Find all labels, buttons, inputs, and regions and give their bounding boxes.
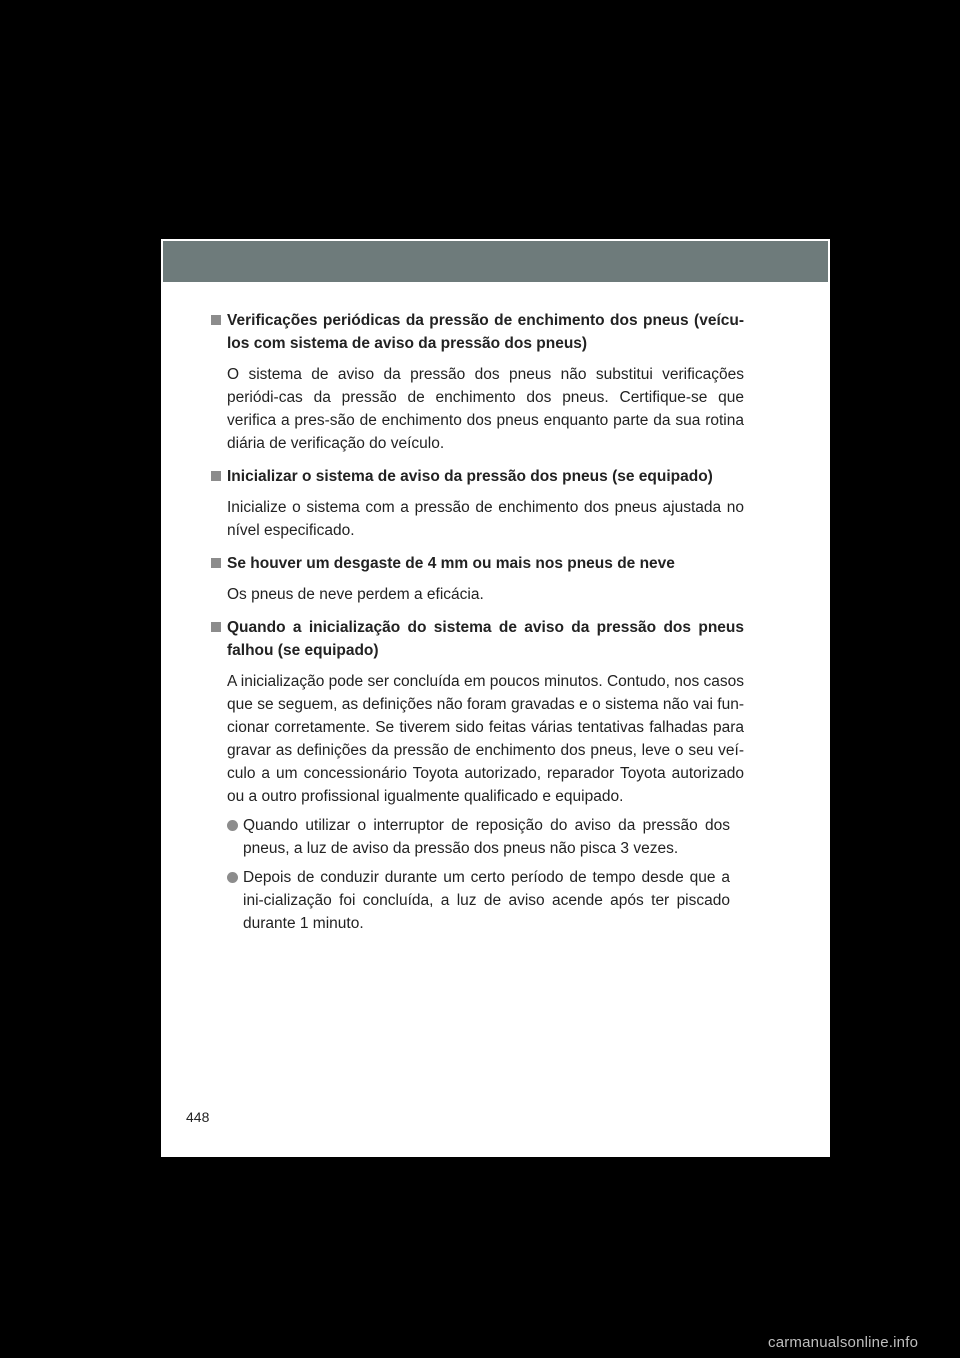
square-bullet-icon [211,622,221,632]
section-periodic-checks [211,309,744,455]
section-heading [211,552,744,575]
page-content [211,309,744,945]
section-paragraph: Inicialize o sistema com a pressão de enchimento dos pneus ajustada no nível especificado. [227,499,744,539]
heading-text: Inicializar o sistema de aviso da pressão dos pneus (se equipado) [227,468,713,485]
header-band [163,241,828,282]
square-bullet-icon [211,558,221,568]
section-heading [211,465,744,488]
round-bullet-icon [227,820,238,831]
heading-text: Quando a inicialização do sistema de aviso da pressão dos pneus falhou (se equipado) [227,619,744,659]
heading-text: Verificações periódicas da pressão de enchimento dos pneus (veícu-los com sistema de aviso da pressão dos pneus) [227,312,744,352]
section-snow-tires [211,552,744,606]
list-item [227,814,744,860]
list-item-text: Depois de conduzir durante um certo período de tempo desde que a ini-cialização foi concluída, a luz de aviso acende após ter piscado durante 1 minuto. [243,869,730,932]
section-paragraph: O sistema de aviso da pressão dos pneus não substitui verificações periódi-cas da pressão de enchimento dos pneus. Certifique-se que verifica a pres-são de enchimento dos pneus enquanto parte da sua rotina diária de verificação do veículo. [227,366,744,452]
section-init-failed [211,616,744,935]
section-heading [211,309,744,355]
manual-page [161,239,830,1157]
page-number: 448 [186,1109,210,1125]
section-paragraph: Os pneus de neve perdem a eficácia. [227,586,484,603]
square-bullet-icon [211,471,221,481]
list-item-text: Quando utilizar o interruptor de reposição do aviso da pressão dos pneus, a luz de aviso da pressão dos pneus não pisca 3 vezes. [243,817,730,857]
square-bullet-icon [211,315,221,325]
heading-text: Se houver um desgaste de 4 mm ou mais nos pneus de neve [227,555,675,572]
list-item [227,866,744,935]
watermark-text[interactable]: carmanualsonline.info [768,1334,919,1351]
section-heading [211,616,744,662]
section-paragraph: A inicialização pode ser concluída em poucos minutos. Contudo, nos casos que se seguem, as definições não foram gravadas e o sistema não vai fun-cionar corretamente. Se tiverem sido feitas várias tentativas falhadas para gravar as definições da pressão de enchimento dos pneus, leve o seu veí-culo a um concessionário Toyota autorizado, reparador Toyota autorizado ou a outro profissional igualmente qualificado e equipado. [227,673,744,805]
round-bullet-icon [227,872,238,883]
section-initialize [211,465,744,542]
